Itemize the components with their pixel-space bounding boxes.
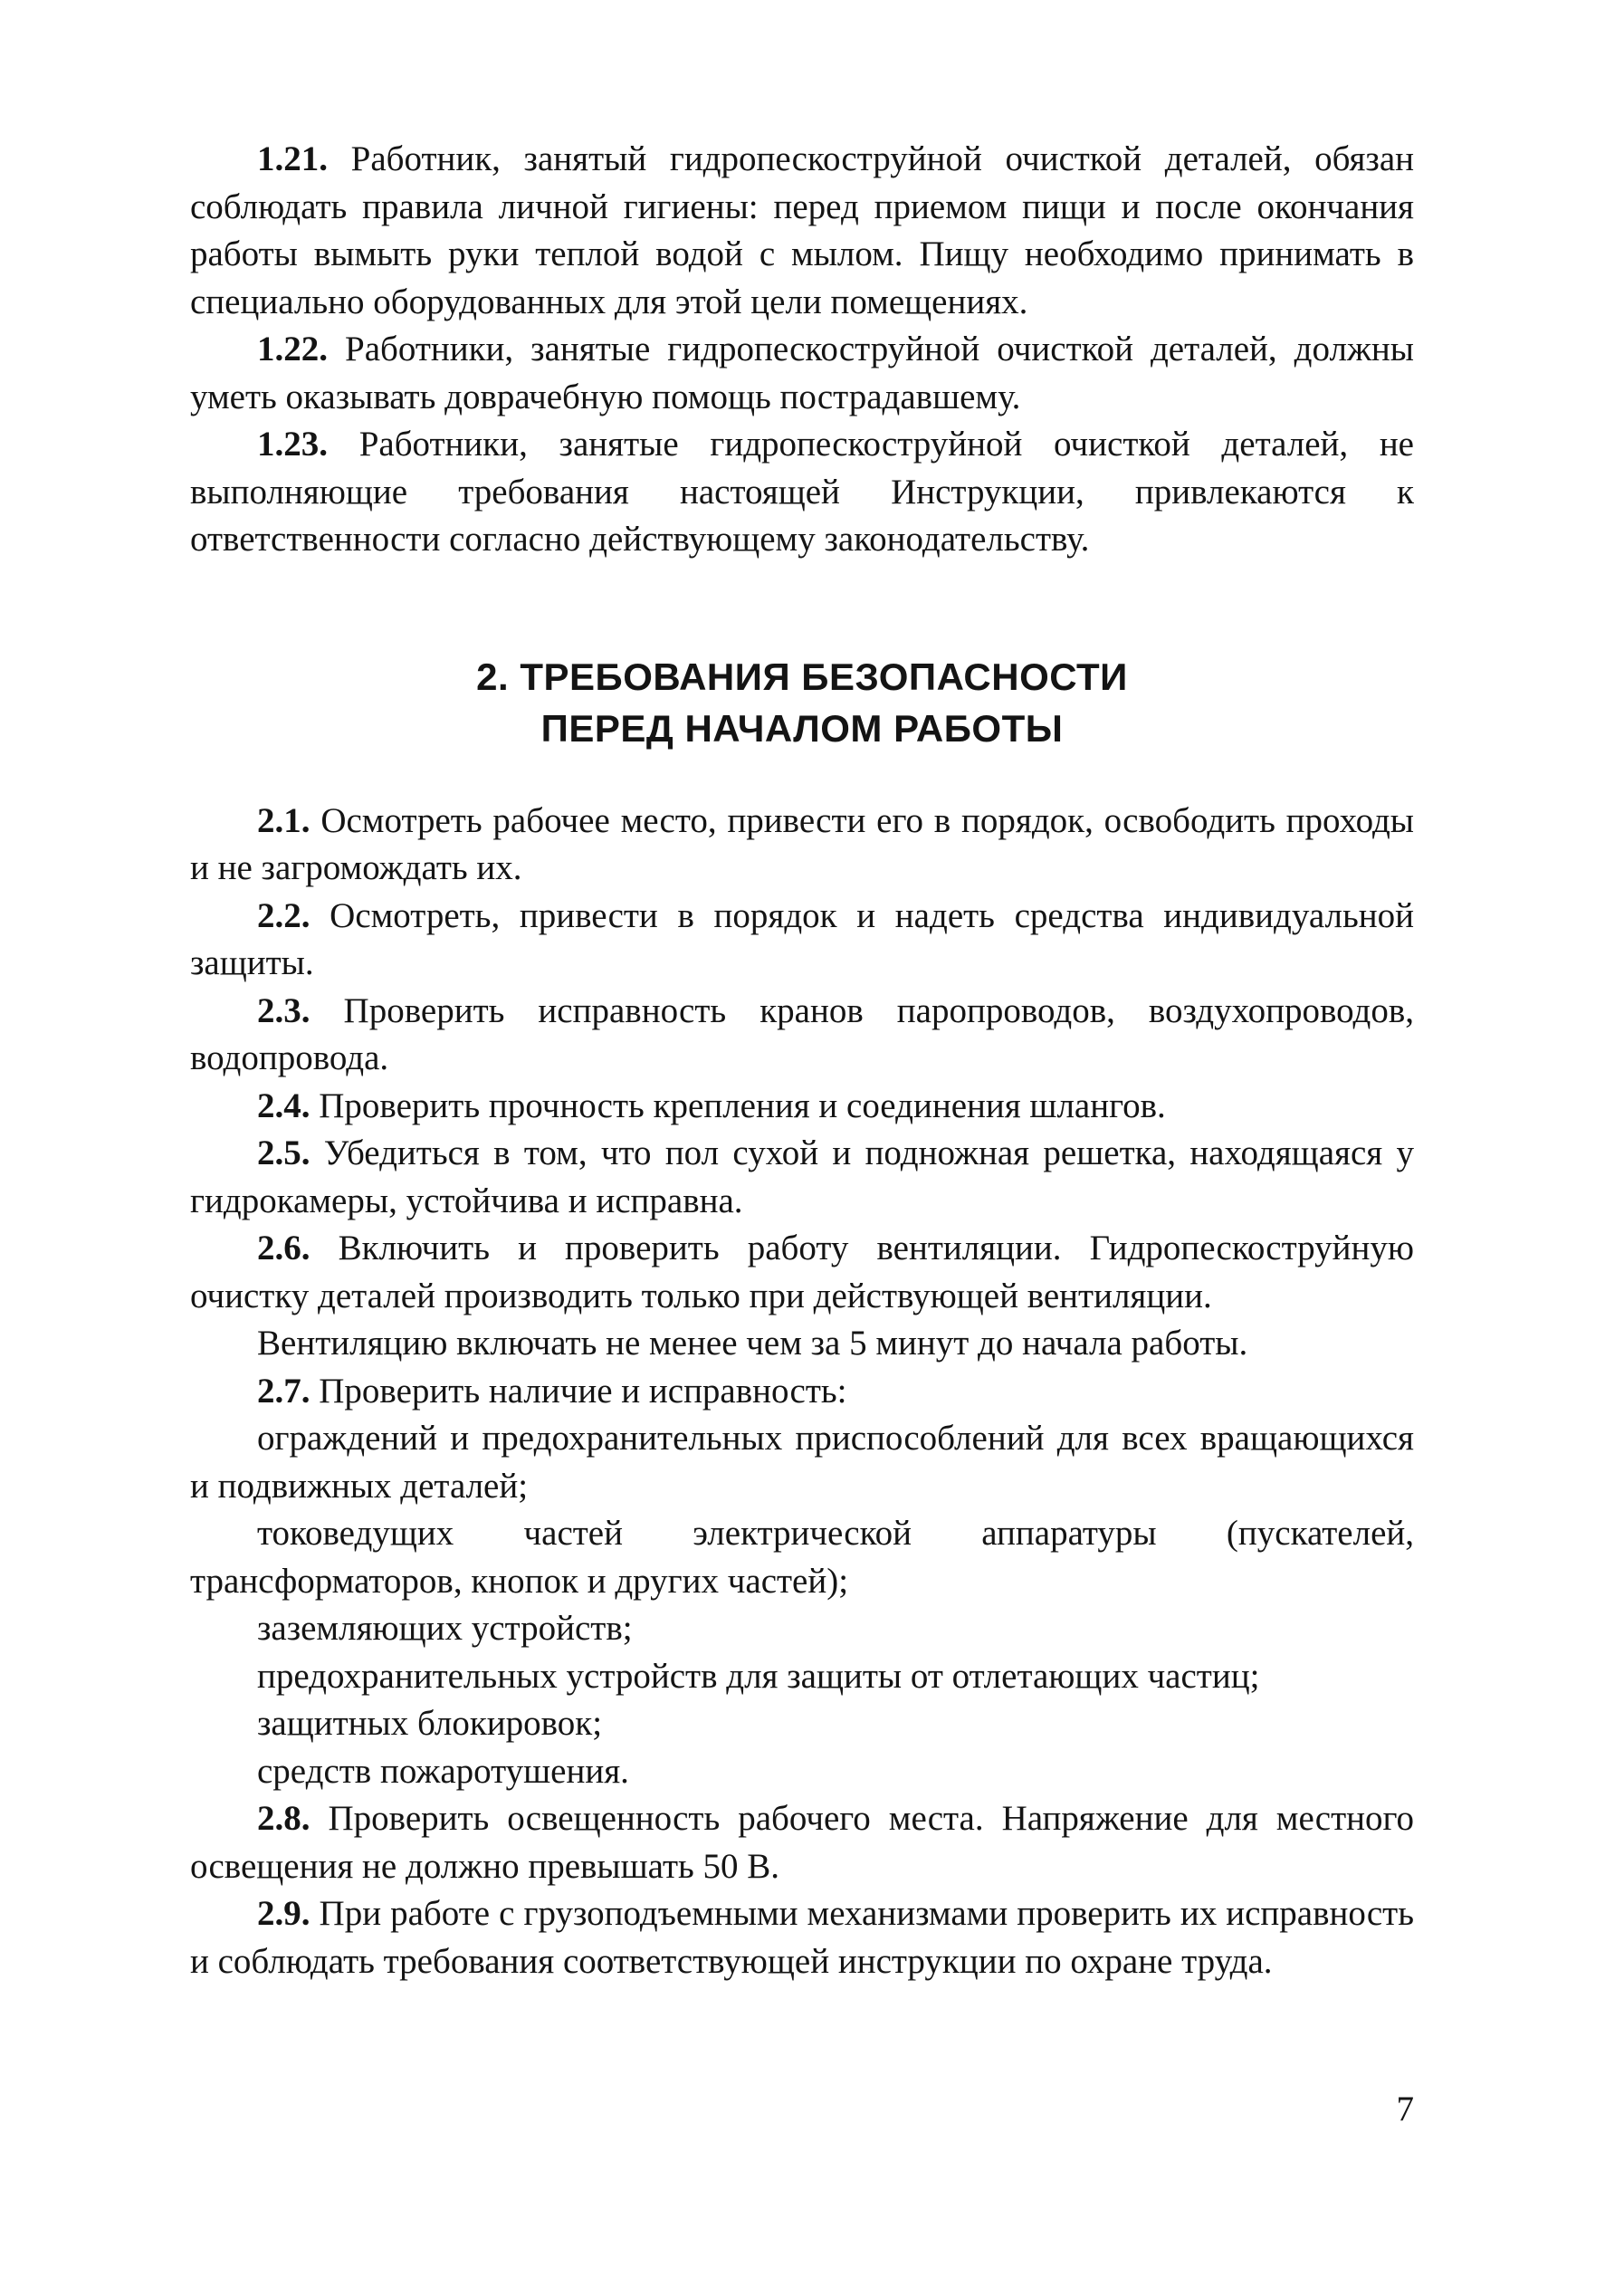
paragraph-1-22: [190, 326, 1414, 421]
item-text: Работники, занятые гидропескоструйной очисткой деталей, не выполняющие требования настоящей Инструкции, привлекаются к ответственности согласно действующему законодательству.: [190, 425, 1414, 559]
checklist-item: защитных блокировок;: [257, 1704, 603, 1743]
item-text: Проверить наличие и исправность:: [319, 1371, 847, 1411]
checklist-item: заземляющих устройств;: [257, 1609, 633, 1648]
item-text: Работник, занятый гидропескоструйной очисткой деталей, обязан соблюдать правила личной гигиены: перед приемом пищи и после окончания работы вымыть руки теплой водой с мылом. Пищу необходимо принимать в специально оборудованных для этой цели помещениях.: [190, 139, 1415, 321]
paragraph-2-9: [190, 1890, 1414, 1985]
item-text: Проверить исправность кранов паропроводов, воздухопроводов, водопровода.: [190, 990, 1415, 1077]
paragraph-2-2: [190, 893, 1414, 988]
item-text: При работе с грузоподъемными механизмами проверить их исправность и соблюдать требования соответствующей инструкции по охране труда.: [190, 1894, 1415, 1981]
item-number: 2.1.: [257, 800, 310, 840]
item-number: 2.6.: [257, 1229, 310, 1267]
checklist-item: средств пожаротушения.: [257, 1751, 629, 1791]
item-text: Убедиться в том, что пол сухой и подножная решетка, находящаяся у гидрокамеры, устойчива и исправна.: [190, 1133, 1414, 1220]
document-page: [190, 136, 1414, 1985]
paragraph-2-4: [190, 1083, 1414, 1131]
checklist-item: ограждений и предохранительных приспособлений для всех вращающихся и подвижных деталей;: [190, 1419, 1414, 1506]
paragraph-2-1: [190, 798, 1414, 893]
paragraph-1-21: [190, 136, 1414, 326]
paragraph-2-8: [190, 1795, 1414, 1890]
paragraph-2-3: [190, 988, 1414, 1083]
item-number: 2.3.: [257, 990, 310, 1030]
section2-title-line2: ПЕРЕД НАЧАЛОМ РАБОТЫ: [540, 706, 1064, 750]
item-number: 1.22.: [257, 330, 328, 368]
section2-heading: [190, 651, 1414, 754]
checklist-item: предохранительных устройств для защиты от отлетающих частиц;: [257, 1656, 1260, 1696]
item-number: 2.7.: [257, 1371, 310, 1411]
item-text: Осмотреть, привести в порядок и надеть средства индивидуальной защиты.: [190, 895, 1414, 982]
item-number: 2.8.: [257, 1799, 310, 1838]
section1-end: [190, 136, 1414, 564]
item-number: 1.23.: [257, 425, 328, 464]
ventilation-note: Вентиляцию включать не менее чем за 5 минут до начала работы.: [257, 1324, 1248, 1363]
page-number: 7: [1396, 2090, 1414, 2128]
paragraph-1-23: [190, 421, 1414, 564]
item-number: 2.2.: [257, 895, 310, 935]
section2-title-line1: 2. ТРЕБОВАНИЯ БЕЗОПАСНОСТИ: [476, 655, 1128, 698]
item-number: 2.4.: [257, 1086, 310, 1125]
item-text: Работники, занятые гидропескоструйной очисткой деталей, должны уметь оказывать доврачебную помощь пострадавшему.: [190, 330, 1414, 416]
checklist-item: токоведущих частей электрической аппаратуры (пускателей, трансформаторов, кнопок и других частей);: [190, 1514, 1414, 1601]
item-number: 1.21.: [257, 139, 328, 178]
item-number: 2.5.: [257, 1133, 310, 1172]
item-text: Осмотреть рабочее место, привести его в порядок, освободить проходы и не загромождать их.: [190, 800, 1415, 887]
item-number: 2.9.: [257, 1894, 310, 1933]
paragraph-2-6: [190, 1225, 1414, 1320]
paragraph-2-5: [190, 1130, 1414, 1225]
item-text: Проверить прочность крепления и соединения шлангов.: [319, 1086, 1166, 1125]
item-text: Включить и проверить работу вентиляции. Гидропескоструйную очистку деталей производить только при действующей вентиляции.: [190, 1229, 1415, 1315]
paragraph-2-7: [190, 1368, 1414, 1416]
section2-body: [190, 798, 1414, 1986]
item-text: Проверить освещенность рабочего места. Напряжение для местного освещения не должно превышать 50 В.: [190, 1799, 1415, 1886]
